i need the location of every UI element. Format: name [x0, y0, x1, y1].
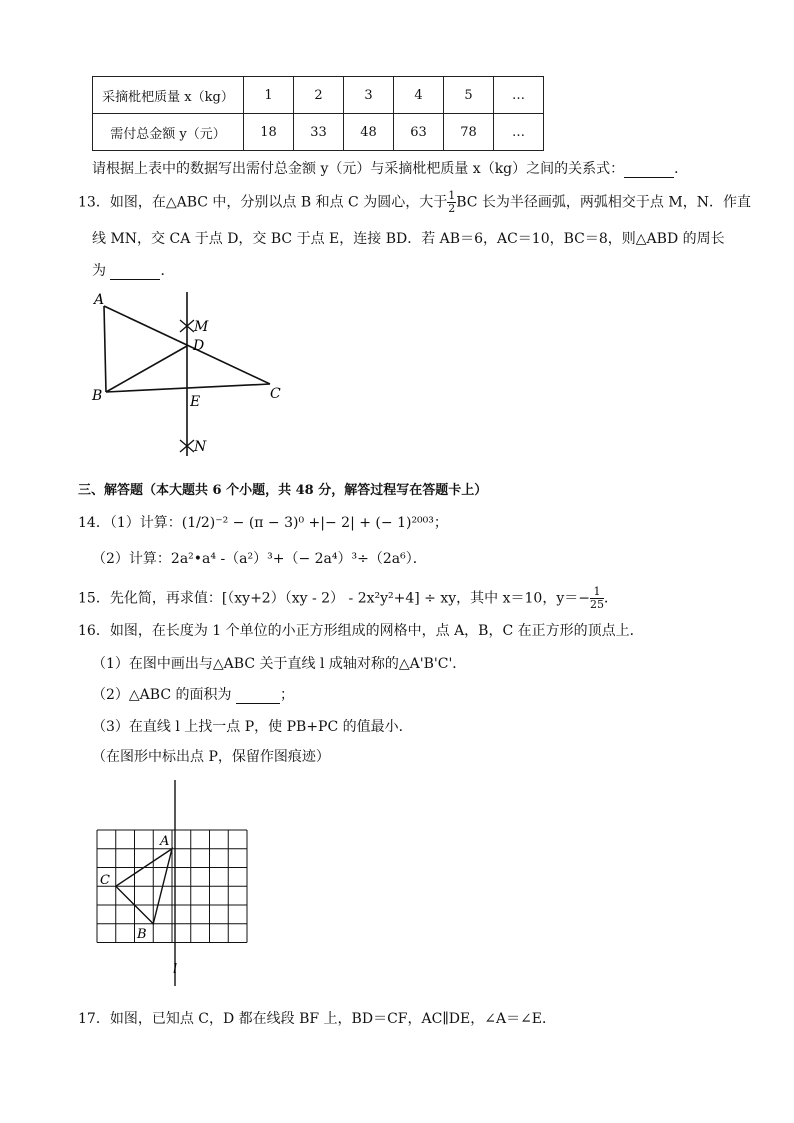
table-cell: 2	[294, 77, 344, 114]
segment-ab	[104, 306, 106, 392]
q17-line: 17．如图，已知点 C，D 都在线段 BF 上，BD＝CF，AC∥DE，∠A＝∠E．	[78, 1011, 557, 1027]
q14-part2: （2）计算：2a²•a⁴ -（a²）³+（− 2a⁴）³÷（2a⁶）．	[92, 551, 427, 567]
point-label-a: A	[94, 292, 105, 308]
q13-text-b: BC 长为半径画弧，两弧相交于点 M，N．作直	[456, 194, 751, 211]
table-header-cell: 采摘枇杷质量 x（kg）	[93, 77, 244, 114]
table-cell: 1	[244, 77, 294, 114]
q13-text-c: 为	[92, 263, 106, 279]
fraction-numerator: 1	[590, 586, 604, 599]
section-heading: 三、解答题（本大题共 6 个小题，共 48 分，解答过程写在答题卡上）	[78, 483, 488, 498]
q12-relation-line: 请根据上表中的数据写出需付总金额 y（元）与采摘枇杷质量 x（kg）之间的关系式： ．	[92, 161, 689, 177]
half-fraction	[447, 190, 456, 215]
grid-lines	[97, 830, 247, 943]
fraction-1-25	[590, 586, 604, 611]
q16-part2-end: ；	[279, 687, 294, 703]
q13-line1	[78, 190, 751, 215]
q13-text-a: 13．如图，在△ABC 中，分别以点 B 和点 C 为圆心，大于	[78, 194, 448, 211]
segment-bc	[106, 384, 270, 392]
answer-blank	[236, 689, 280, 704]
point-label-c: C	[100, 873, 110, 888]
grid-figure	[90, 778, 254, 988]
table-cell: 18	[244, 114, 294, 151]
point-label-m: M	[194, 319, 209, 335]
q15-line: 15．先化简，再求值：[（xy+2）（xy - 2） - 2x²y²+4] ÷ xy，其中 x＝10，y＝− $\frac{1}{25}$ ．	[78, 585, 618, 611]
q16-part2-text: （2）△ABC 的面积为	[92, 687, 232, 703]
table-cell: 4	[394, 77, 444, 114]
q15-text: 15．先化简，再求值：[（xy+2）（xy - 2） - 2x²y²+4] ÷ xy，其中 x＝10，y＝−	[78, 590, 590, 607]
triangle-figure	[88, 288, 298, 458]
table-cell: 78	[444, 114, 494, 151]
data-table	[92, 76, 544, 151]
fraction-denominator: 25	[589, 598, 604, 611]
point-label-c: C	[270, 386, 281, 402]
q16-part4: （在图形中标出点 P，保留作图痕迹）	[92, 749, 330, 765]
table-row	[93, 77, 544, 114]
fraction-denominator: 2	[448, 202, 456, 215]
point-label-a: A	[160, 834, 170, 849]
table-header-cell: 需付总金额 y（元）	[93, 114, 244, 151]
answer-blank	[110, 265, 160, 280]
point-label-n: N	[194, 439, 207, 455]
answer-blank	[624, 163, 674, 178]
table-row	[93, 114, 544, 151]
q13-line2: 线 MN，交 CA 于点 D，交 BC 于点 E，连接 BD．若 AB＝6，AC＝10，BC＝8，则△ABD 的周长	[92, 231, 725, 247]
q14-prefix: 14．（1）计算：	[78, 515, 182, 531]
q14-expression: (1/2)⁻² − (π − 3)⁰ +|− 2| + (− 1)²⁰⁰³；	[181, 515, 448, 531]
q16-stem: 16．如图，在长度为 1 个单位的小正方形组成的网格中，点 A，B，C 在正方形的顶点上．	[78, 623, 644, 639]
point-label-b: B	[92, 388, 103, 404]
point-label-d: D	[193, 338, 205, 354]
q16-part3: （3）在直线 l 上找一点 P，使 PB+PC 的值最小．	[92, 719, 413, 735]
table-cell: …	[494, 114, 544, 151]
table-cell: 48	[344, 114, 394, 151]
table-cell: 5	[444, 77, 494, 114]
q12-text: 请根据上表中的数据写出需付总金额 y（元）与采摘枇杷质量 x（kg）之间的关系式：	[92, 161, 625, 177]
segment-bd	[106, 346, 187, 392]
table-cell: 33	[294, 114, 344, 151]
line-label-l: l	[173, 962, 178, 977]
q16-part1: （1）在图中画出与△ABC 关于直线 l 成轴对称的△A'B'C'．	[92, 656, 467, 672]
q13-line3: 为 ．	[92, 263, 175, 279]
table-cell: 63	[394, 114, 444, 151]
point-label-b: B	[137, 927, 147, 942]
q16-part2	[92, 684, 294, 704]
fraction-numerator: 1	[448, 189, 456, 202]
table-cell: …	[494, 77, 544, 114]
table-cell: 3	[344, 77, 394, 114]
q14-part1	[78, 512, 448, 532]
point-label-e: E	[190, 394, 201, 410]
